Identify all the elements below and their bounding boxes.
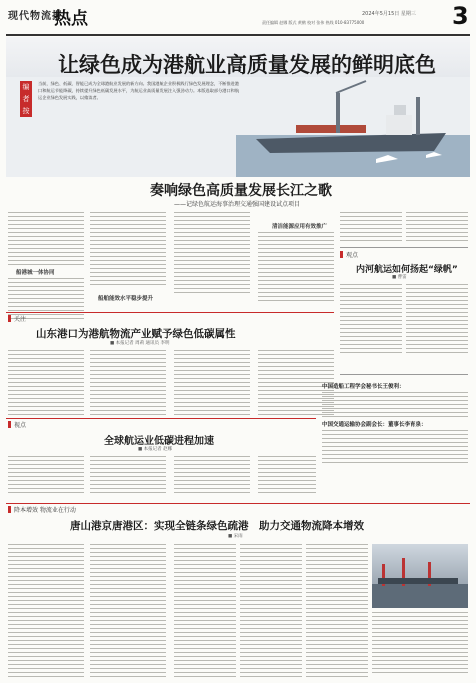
masthead [0,0,476,34]
paper-name: 现代物流报 [8,11,63,22]
feature-subtitle: ——记绿色航运海事治理交通强国建设试点项目 [174,201,301,208]
express-block-2 [322,430,468,466]
viewpoint-tag: 观点 [340,250,358,259]
editor-line: 责任编辑 赵娜 版式 黄鹤 校对 张伟 热线 010-83775000 [262,20,365,25]
feature-sub-3: 清洁能源应用有效推广 [272,224,328,230]
focus-title: 山东港口为港航物流产业赋予绿色低碳属性 [36,328,236,340]
section-title: 热点 [54,9,88,29]
bottom-col-6 [372,612,468,676]
view2-byline: ■ 本报记者 赵娜 [138,447,173,452]
banner-headline: 让绿色成为港航业高质量发展的鲜明底色 [58,53,436,77]
bottom-title: 唐山港京唐港区：实现全链条绿色疏港 助力交通物流降本增效 [70,520,364,532]
feature-col-1 [8,212,84,268]
feature-col-6 [406,212,468,244]
bottom-byline: ■ 宋雨 [228,534,243,539]
bottom-col-3 [174,544,236,680]
view2-tag: 视点 [8,420,26,429]
page-number: 3 [452,2,469,30]
bottom-col-5 [306,544,368,680]
bottom-col-1 [8,544,84,680]
express-title-2: 中国交通运输协会副会长：董事长李育泉： [322,422,427,428]
bottom-photo [372,544,468,608]
bottom-tag: 降本增效 物流业在行动 [8,505,76,514]
feature-col-2 [90,212,166,288]
focus-col-1 [8,350,84,418]
viewpoint-title: 内河航运如何扬起“绿帆” [356,265,458,275]
view2-col-3 [174,456,250,496]
port-photo-icon [372,544,468,608]
feature-col-4 [258,232,334,304]
banner [6,37,470,177]
bottom-col-2 [90,544,166,680]
date-line: 2024年5月15日 星期三 [362,11,416,17]
view2-rule [6,418,316,419]
focus-col-2 [90,350,166,418]
focus-col-3 [174,350,250,418]
view2-col-1 [8,456,84,496]
viewpoint-byline: ■ 曹雷 [392,275,407,280]
editor-note-text: 当前，绿色、低碳、智能已成为全球港航业发展的新方向。我国港航企业积极践行绿色发展理念，不断推进港口和航运节能降碳，持续提升绿色低碳发展水平，为航运业高质量发展注入强劲动力。本版选取部分港口和航运企业绿色发展实践，以飨读者。 [38,81,240,100]
viewpoint-col-2 [406,284,468,356]
feature-col-5 [340,212,402,244]
feature-title: 奏响绿色高质量发展长江之歌 [150,183,332,199]
express-rule [340,374,468,375]
bottom-col-4 [240,544,302,680]
viewpoint-rule [340,247,468,248]
focus-rule [6,312,334,313]
feature-col-3 [174,212,250,296]
focus-byline: ■ 本报记者 周莉 通讯员 李明 [110,341,170,346]
feature-sub-2: 船舶能效水平稳步提升 [98,296,154,302]
express-block-1 [322,392,468,420]
viewpoint-col-1 [340,284,402,356]
editor-note-label: 编者按 [20,81,32,117]
focus-tag: 关注 [8,314,26,323]
ship-illustration [236,75,470,177]
feature-sub-1: 船港城一体协同 [16,270,55,276]
view2-col-2 [90,456,166,496]
bottom-rule [6,503,470,504]
view2-col-4 [258,456,316,496]
masthead-rule [6,34,470,36]
express-title-1: 中国造船工程学会秘书长王俊利： [322,384,405,390]
view2-title: 全球航运业低碳进程加速 [104,436,214,447]
